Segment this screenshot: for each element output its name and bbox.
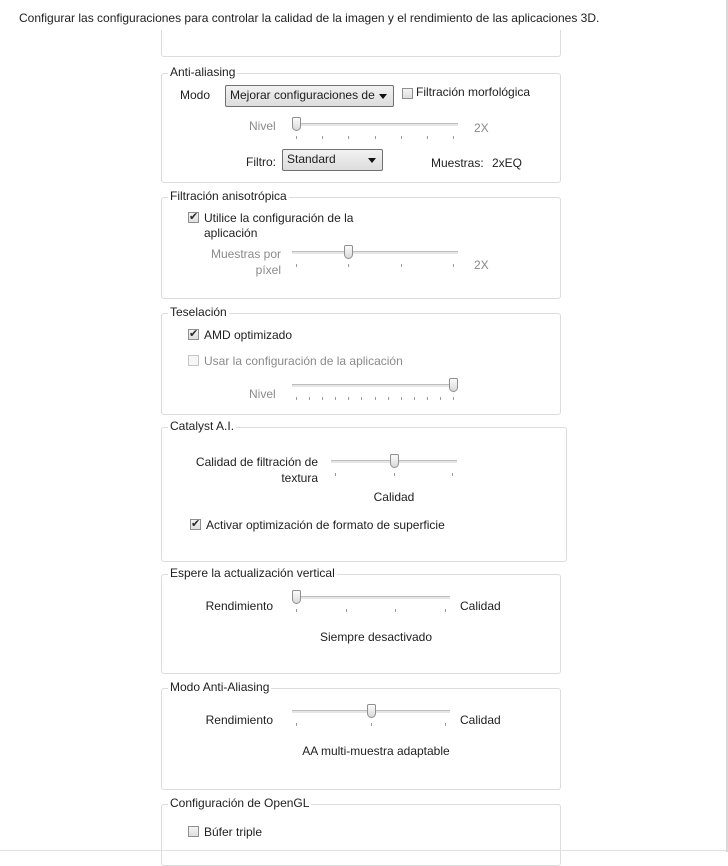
aniso-samples-value: 2X xyxy=(474,258,489,272)
slider-tick xyxy=(395,609,396,612)
antialiasing-title: Anti-aliasing xyxy=(170,65,236,79)
slider-tick xyxy=(445,609,446,612)
aa-filter-value: Standard xyxy=(287,152,336,166)
slider-tick xyxy=(394,473,395,476)
slider-tick xyxy=(388,397,389,400)
slider-tick xyxy=(348,397,349,400)
aa-level-value: 2X xyxy=(474,121,489,135)
previous-group-box xyxy=(161,30,561,57)
aa-filter-label: Filtro: xyxy=(246,155,276,169)
slider-thumb[interactable] xyxy=(292,590,301,604)
aamode-left-label: Rendimiento xyxy=(205,713,273,727)
aniso-use-app-label-2: aplicación xyxy=(204,226,258,240)
vsync-title: Espere la actualización vertical xyxy=(170,566,335,580)
vsync-right-label: Calidad xyxy=(460,599,501,613)
aniso-samples-label-2: píxel xyxy=(255,263,281,277)
slider-tick xyxy=(401,136,402,139)
aniso-samples-label-1: Muestras por xyxy=(210,247,281,261)
slider-tick xyxy=(445,723,446,726)
slider-tick xyxy=(296,723,297,726)
aa-samples-value: 2xEQ xyxy=(492,156,523,170)
slider-tick xyxy=(440,397,441,400)
slider-tick xyxy=(309,397,310,400)
texture-quality-label-2: textura xyxy=(281,471,318,485)
slider-tick xyxy=(335,397,336,400)
triple-buffer-label: Búfer triple xyxy=(204,825,263,839)
aniso-use-app-label-1: Utilice la configuración de la xyxy=(204,211,354,225)
amd-optimized-checkbox[interactable] xyxy=(188,329,199,340)
aa-samples-label: Muestras: xyxy=(431,156,484,170)
slider-tick xyxy=(452,473,453,476)
slider-thumb[interactable] xyxy=(449,378,458,392)
slider-tick xyxy=(414,397,415,400)
opengl-title: Configuración de OpenGL xyxy=(170,796,310,810)
slider-tick xyxy=(322,136,323,139)
slider-tick xyxy=(348,264,349,267)
slider-track xyxy=(292,596,450,599)
tessellation-title: Teselación xyxy=(170,305,227,319)
catalyst-title: Catalyst A.I. xyxy=(170,419,235,433)
vsync-slider[interactable] xyxy=(292,590,450,616)
slider-tick xyxy=(346,609,347,612)
surface-format-checkbox[interactable] xyxy=(190,519,201,530)
slider-tick xyxy=(371,723,372,726)
aamode-right-label: Calidad xyxy=(460,713,501,727)
aniso-samples-slider[interactable] xyxy=(292,245,458,271)
vsync-value: Siempre desactivado xyxy=(319,630,433,644)
texture-quality-label-1: Calidad de filtración de xyxy=(195,455,318,469)
slider-tick xyxy=(335,473,336,476)
tess-use-app-label: Usar la configuración de la aplicación xyxy=(204,354,403,368)
slider-track xyxy=(292,123,458,126)
slider-tick xyxy=(401,264,402,267)
slider-track xyxy=(292,251,458,254)
tess-use-app-checkbox[interactable] xyxy=(188,355,199,366)
amd-optimized-label: AMD optimizado xyxy=(204,328,293,342)
slider-tick xyxy=(296,136,297,139)
bottom-divider xyxy=(0,850,726,851)
slider-tick xyxy=(453,397,454,400)
aa-level-label: Nivel xyxy=(249,119,276,133)
morphological-label: Filtración morfológica xyxy=(416,85,531,99)
slider-thumb[interactable] xyxy=(292,117,301,131)
slider-tick xyxy=(322,397,323,400)
aa-mode-label: Modo xyxy=(180,88,211,102)
slider-tick xyxy=(427,136,428,139)
slider-thumb[interactable] xyxy=(367,704,376,718)
surface-format-label: Activar optimización de formato de superficie xyxy=(206,518,445,532)
aamode-slider[interactable] xyxy=(292,704,450,730)
anisotropic-title: Filtración anisotrópica xyxy=(170,189,287,203)
aamode-value: AA multi-muestra adaptable xyxy=(302,744,450,758)
aa-mode-dropdown[interactable] xyxy=(225,85,394,107)
slider-tick xyxy=(375,136,376,139)
slider-tick xyxy=(401,397,402,400)
tess-level-slider[interactable] xyxy=(292,378,458,404)
slider-track xyxy=(292,384,458,387)
slider-tick xyxy=(361,397,362,400)
tess-level-label: Nivel xyxy=(249,387,276,401)
aa-mode-value: Mejorar configuraciones de xyxy=(230,88,375,102)
aamode-title: Modo Anti-Aliasing xyxy=(170,680,270,694)
slider-thumb[interactable] xyxy=(390,454,399,468)
slider-thumb[interactable] xyxy=(344,245,353,259)
slider-tick xyxy=(453,136,454,139)
vsync-group xyxy=(161,574,561,674)
aa-level-slider[interactable] xyxy=(292,117,458,143)
slider-tick xyxy=(296,609,297,612)
page-description: Configurar las configuraciones para controlar la calidad de la imagen y el rendimiento de las aplicaciones 3D. xyxy=(19,11,600,25)
slider-tick xyxy=(296,397,297,400)
aniso-use-app-checkbox[interactable] xyxy=(188,212,199,223)
aa-filter-dropdown[interactable] xyxy=(282,149,383,171)
texture-quality-slider[interactable] xyxy=(331,454,457,480)
slider-tick xyxy=(453,264,454,267)
slider-tick xyxy=(348,136,349,139)
vsync-left-label: Rendimiento xyxy=(205,599,273,613)
slider-tick xyxy=(375,397,376,400)
triple-buffer-checkbox[interactable] xyxy=(188,826,199,837)
texture-quality-value: Calidad xyxy=(373,490,415,504)
slider-tick xyxy=(296,264,297,267)
slider-tick xyxy=(427,397,428,400)
morphological-checkbox[interactable] xyxy=(402,88,413,99)
